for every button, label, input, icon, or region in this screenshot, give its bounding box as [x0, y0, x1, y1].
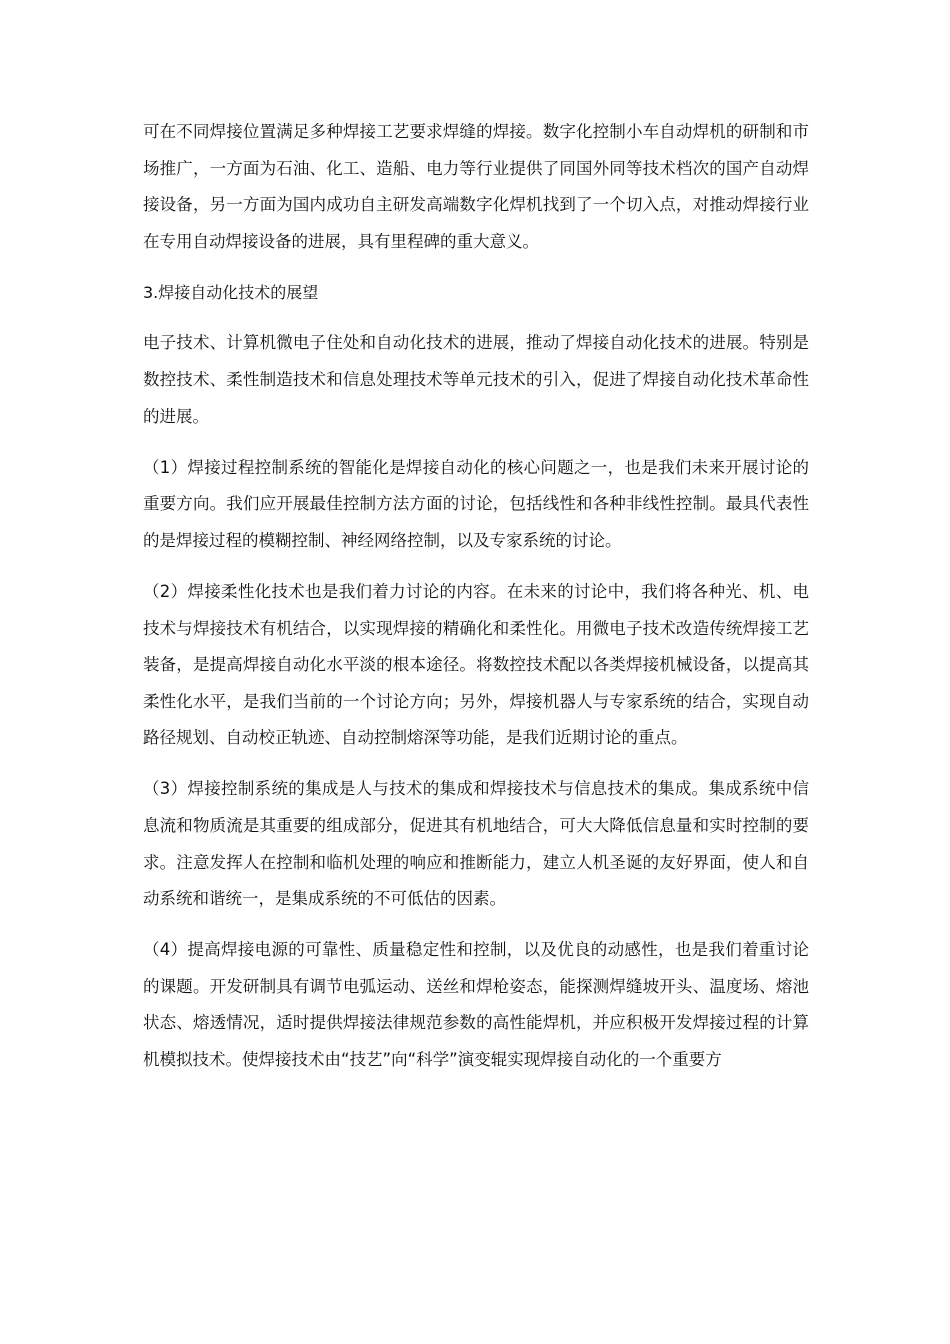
paragraph-item-2: （2）焊接柔性化技术也是我们着力讨论的内容。在未来的讨论中，我们将各种光、机、电技术与焊接技术有机结合，以实现焊接的精确化和柔性化。用微电子技术改造传统焊接工艺装备，是提高焊接自动化水平淡的根本途径。将数控技术配以各类焊接机械设备，以提高其柔性化水平，是我们当前的一个讨论方向；另外，焊接机器人与专家系统的结合，实现自动路径规划、自动校正轨迹、自动控制熔深等功能，是我们近期讨论的重点。: [143, 581, 809, 748]
section-heading: 3.焊接自动化技术的展望: [143, 282, 319, 302]
paragraph-overview: 电子技术、计算机微电子住处和自动化技术的进展，推动了焊接自动化技术的进展。特别是数控技术、柔性制造技术和信息处理技术等单元技术的引入，促进了焊接自动化技术革命性的进展。: [143, 333, 809, 426]
document-page: [143, 114, 809, 1093]
paragraph-item-1: （1）焊接过程控制系统的智能化是焊接自动化的核心问题之一，也是我们未来开展讨论的重要方向。我们应开展最佳控制方法方面的讨论，包括线性和各种非线性控制。最具代表性的是焊接过程的模糊控制、神经网络控制，以及专家系统的讨论。: [143, 457, 809, 550]
paragraph-item-4: （4）提高焊接电源的可靠性、质量稳定性和控制，以及优良的动感性，也是我们着重讨论的课题。开发研制具有调节电弧运动、送丝和焊枪姿态，能探测焊缝坡开头、温度场、熔池状态、熔透情况，适时提供焊接法律规范参数的高性能焊机，并应积极开发焊接过程的计算机模拟技术。使焊接技术由“技艺”向“科学”演变辊实现焊接自动化的一个重要方: [143, 940, 809, 1070]
paragraph-intro: 可在不同焊接位置满足多种焊接工艺要求焊缝的焊接。数字化控制小车自动焊机的研制和市场推广，一方面为石油、化工、造船、电力等行业提供了同国外同等技术档次的国产自动焊接设备，另一方面为国内成功自主研发高端数字化焊机找到了一个切入点，对推动焊接行业在专用自动焊接设备的进展，具有里程碑的重大意义。: [143, 122, 809, 251]
paragraph-item-3: （3）焊接控制系统的集成是人与技术的集成和焊接技术与信息技术的集成。集成系统中信息流和物质流是其重要的组成部分，促进其有机地结合，可大大降低信息量和实时控制的要求。注意发挥人在控制和临机处理的响应和推断能力，建立人机圣诞的友好界面，使人和自动系统和谐统一，是集成系统的不可低估的因素。: [143, 779, 809, 909]
